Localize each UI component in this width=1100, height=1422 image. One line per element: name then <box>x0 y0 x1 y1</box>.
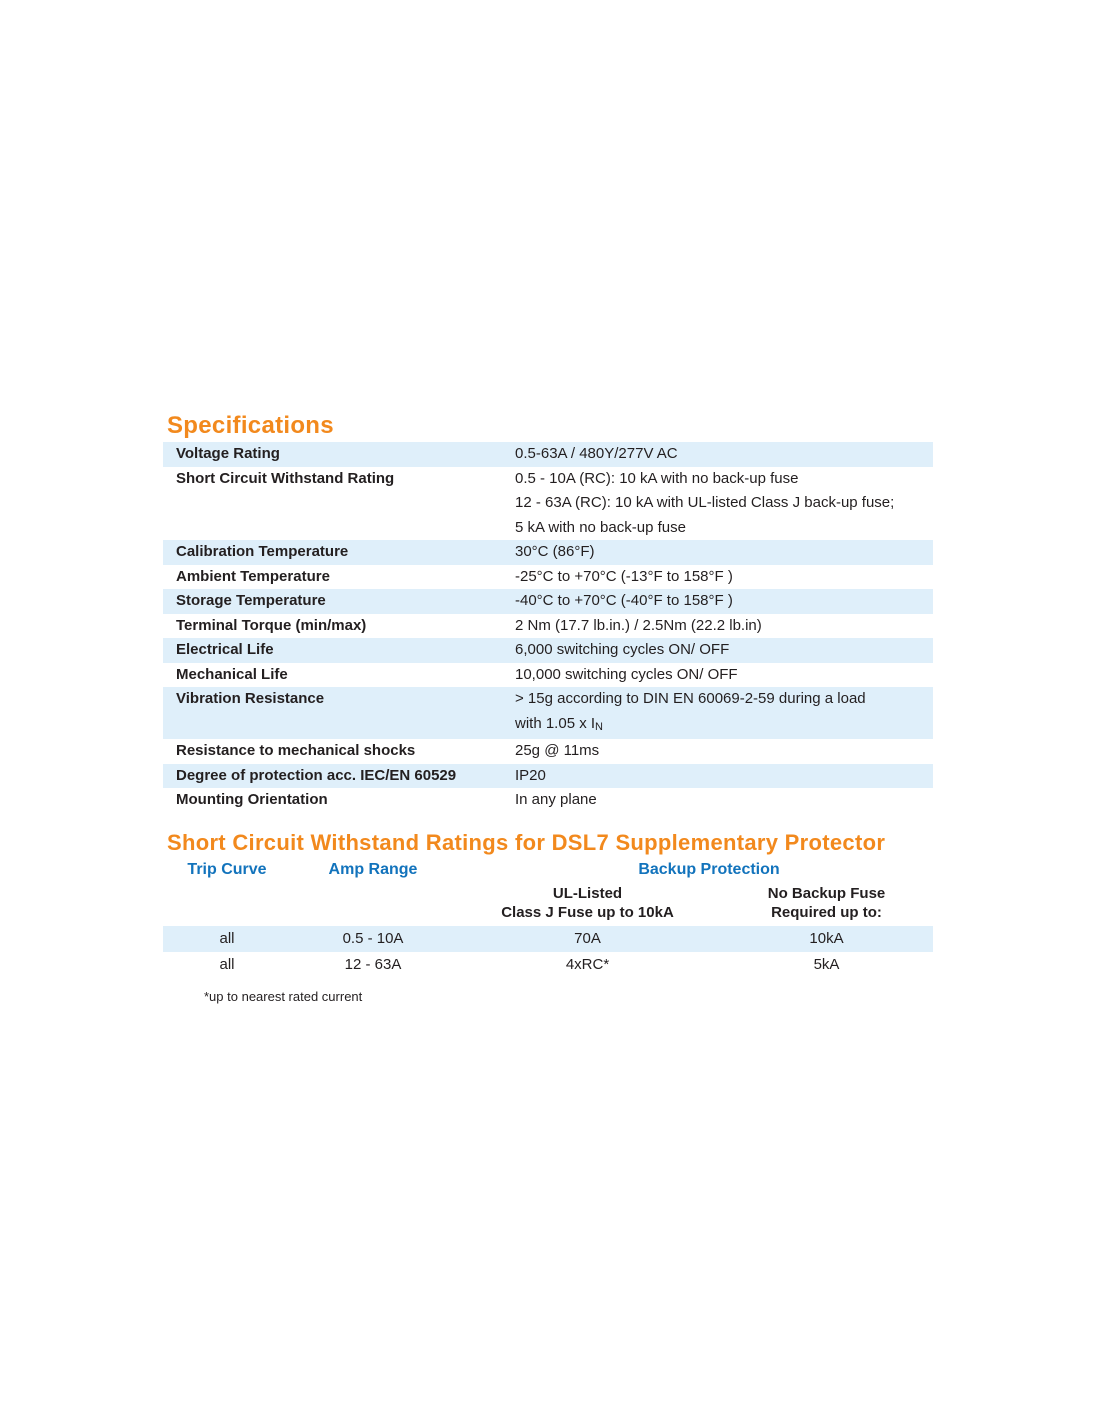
cell-no-backup: 5kA <box>813 956 840 973</box>
ratings-subheader-row <box>163 885 933 923</box>
spec-label: Storage Temperature <box>176 592 326 609</box>
spec-label: Ambient Temperature <box>176 567 330 585</box>
subheader-no-backup-fuse: No Backup Fuse Required up to: <box>767 885 886 921</box>
spec-label: Degree of protection acc. IEC/EN 60529 <box>176 766 457 784</box>
spec-row-degree-of-protection <box>163 764 933 789</box>
subscript-n: N <box>595 720 603 733</box>
spec-value: 10,000 switching cycles ON/ OFF <box>515 665 738 683</box>
spec-value: -25°C to +70°C (-13°F to 158°F ) <box>515 567 733 585</box>
header-amp-range: Amp Range <box>328 861 418 878</box>
spec-row-terminal-torque <box>163 614 933 639</box>
spec-row-storage-temperature <box>163 589 933 614</box>
spec-row-ambient-temperature <box>163 565 933 590</box>
spec-row-electrical-life <box>163 638 933 663</box>
spec-row-mechanical-life <box>163 663 933 688</box>
cell-ul-listed: 4xRC* <box>565 956 610 973</box>
spec-label: Terminal Torque (min/max) <box>176 616 367 634</box>
spec-value: 30°C (86°F) <box>515 543 595 560</box>
ratings-header-row <box>163 860 933 884</box>
spec-label: Vibration Resistance <box>176 690 325 707</box>
spec-row-mechanical-shocks <box>163 739 933 764</box>
specifications-table <box>163 442 933 813</box>
ratings-row-2 <box>163 952 933 978</box>
spec-label: Voltage Rating <box>176 445 280 462</box>
spec-value: In any plane <box>515 791 597 808</box>
spec-label: Short Circuit Withstand Rating <box>176 469 395 487</box>
short-circuit-ratings-title: Short Circuit Withstand Ratings for DSL7 Supplementary Protector <box>167 830 886 855</box>
footnote: *up to nearest rated current <box>204 989 363 1004</box>
spec-value: 2 Nm (17.7 lb.in.) / 2.5Nm (22.2 lb.in) <box>515 616 762 634</box>
spec-value: 0.5 - 10A (RC): 10 kA with no back-up fuse 12 - 63A (RC): 10 kA with UL-listed Class J back-up fuse; 5 kA with no back-up fuse <box>515 469 895 536</box>
spec-label: Mounting Orientation <box>176 791 328 808</box>
spec-value: -40°C to +70°C (-40°F to 158°F ) <box>515 592 733 609</box>
cell-amp-range: 0.5 - 10A <box>342 930 404 947</box>
cell-no-backup: 10kA <box>809 930 844 947</box>
spec-value: 25g @ 11ms <box>515 742 600 759</box>
spec-value: 6,000 switching cycles ON/ OFF <box>515 641 730 658</box>
spec-row-voltage-rating <box>163 442 933 467</box>
cell-ul-listed: 70A <box>574 930 601 947</box>
spec-value: IP20 <box>515 766 546 784</box>
spec-value: 0.5-63A / 480Y/277V AC <box>515 445 678 462</box>
spec-label: Resistance to mechanical shocks <box>176 742 416 759</box>
cell-trip-curve: all <box>219 956 235 973</box>
spec-label: Mechanical Life <box>176 665 288 683</box>
cell-amp-range: 12 - 63A <box>344 956 402 973</box>
spec-label: Calibration Temperature <box>176 543 349 560</box>
header-trip-curve: Trip Curve <box>187 861 267 878</box>
spec-row-calibration-temperature <box>163 540 933 565</box>
spec-row-short-circuit-withstand <box>163 467 933 541</box>
short-circuit-ratings-table <box>163 860 933 978</box>
specifications-title: Specifications <box>167 412 334 439</box>
header-backup-protection: Backup Protection <box>638 861 780 878</box>
subheader-ul-listed: UL-Listed Class J Fuse up to 10kA <box>501 885 674 921</box>
cell-trip-curve: all <box>219 930 235 947</box>
spec-row-mounting-orientation <box>163 788 933 813</box>
spec-row-vibration-resistance <box>163 687 933 739</box>
ratings-row-1 <box>163 926 933 952</box>
spec-label: Electrical Life <box>176 641 274 658</box>
spec-value: > 15g according to DIN EN 60069-2-59 during a load with 1.05 x IN <box>515 690 866 733</box>
